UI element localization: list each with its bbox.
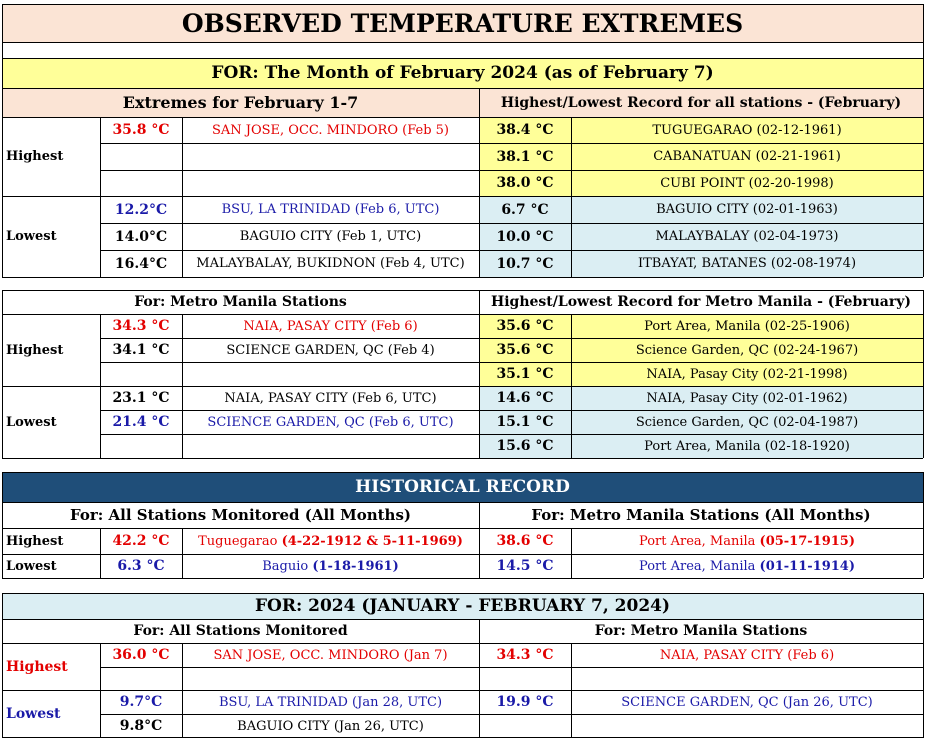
grid-line bbox=[2, 196, 923, 197]
grid-line bbox=[100, 223, 923, 224]
sec1-low-station: MALAYBALAY, BUKIDNON (Feb 4, UTC) bbox=[196, 256, 465, 271]
historical-header: HISTORICAL RECORD bbox=[2, 472, 923, 502]
grid-line bbox=[2, 58, 3, 277]
grid-line bbox=[100, 143, 923, 144]
sec2-high-value: 34.1 °C bbox=[112, 342, 170, 358]
sec1-record-high-station: CUBI POINT (02-20-1998) bbox=[660, 175, 834, 191]
sec1-low-value: 16.4°C bbox=[114, 255, 168, 272]
grid-line bbox=[2, 88, 923, 89]
station-name: Port Area, Manila bbox=[638, 533, 760, 549]
sec1-record-high-station: TUGUEGARAO (02-12-1961) bbox=[652, 122, 842, 138]
sec2-record-high-station: NAIA, Pasay City (02-21-1998) bbox=[646, 366, 848, 382]
historical-highest-label: Highest bbox=[6, 533, 64, 549]
grid-line bbox=[100, 314, 101, 458]
sec2-record-high-station: Port Area, Manila (02-25-1906) bbox=[644, 318, 850, 334]
grid-line bbox=[2, 690, 923, 691]
sec1-record-low-value: 10.0 °C bbox=[496, 228, 554, 245]
sec1-lowest-label: Lowest bbox=[6, 229, 57, 244]
sec1-low-value: 14.0°C bbox=[114, 228, 168, 245]
year-mm-low-station: SCIENCE GARDEN, QC (Jan 26, UTC) bbox=[621, 694, 873, 710]
year-left-header: For: All Stations Monitored bbox=[133, 623, 348, 639]
grid-line bbox=[100, 338, 923, 339]
sec1-record-high-station: CABANATUAN (02-21-1961) bbox=[653, 149, 841, 164]
historical-mm-high-value: 38.6 °C bbox=[496, 533, 554, 549]
station-date: (01-11-1914) bbox=[759, 558, 856, 574]
grid-line bbox=[2, 554, 923, 555]
sec2-high-station: NAIA, PASAY CITY (Feb 6) bbox=[243, 318, 418, 334]
sec1-low-station: BAGUIO CITY (Feb 1, UTC) bbox=[239, 229, 422, 244]
grid-line bbox=[923, 472, 924, 578]
grid-line bbox=[100, 667, 923, 668]
year-all-low-station: BSU, LA TRINIDAD (Jan 28, UTC) bbox=[218, 694, 443, 710]
grid-line bbox=[100, 170, 923, 171]
grid-line bbox=[2, 593, 3, 738]
station-name: Port Area, Manila bbox=[638, 558, 760, 574]
grid-line bbox=[100, 410, 923, 411]
grid-line bbox=[100, 117, 101, 277]
year-all-low-value: 9.7°C bbox=[119, 694, 163, 710]
grid-line bbox=[479, 619, 480, 738]
grid-line bbox=[2, 578, 923, 579]
grid-line bbox=[2, 4, 923, 5]
grid-line bbox=[571, 117, 572, 277]
grid-line bbox=[2, 472, 3, 578]
grid-line bbox=[182, 117, 183, 277]
sec2-record-low-station: NAIA, Pasay City (02-01-1962) bbox=[646, 390, 848, 406]
sec1-record-low-station: MALAYBALAY (02-04-1973) bbox=[655, 229, 839, 244]
station-date: (1-18-1961) bbox=[312, 558, 399, 574]
historical-lowest-label: Lowest bbox=[6, 558, 57, 574]
year-mm-high-value: 34.3 °C bbox=[496, 647, 554, 663]
grid-line bbox=[2, 290, 923, 291]
grid-line bbox=[2, 277, 923, 278]
grid-line bbox=[479, 290, 480, 458]
sec1-low-value: 12.2°C bbox=[114, 201, 168, 218]
grid-line bbox=[100, 528, 101, 578]
year-header: FOR: 2024 (JANUARY - FEBRUARY 7, 2024) bbox=[2, 593, 923, 619]
grid-line bbox=[2, 472, 923, 473]
historical-right-header: For: Metro Manila Stations (All Months) bbox=[531, 506, 871, 524]
grid-line bbox=[2, 4, 3, 58]
grid-line bbox=[923, 58, 924, 277]
sec2-record-high-station: Science Garden, QC (02-24-1967) bbox=[635, 342, 859, 358]
year-all-low-station: BAGUIO CITY (Jan 26, UTC) bbox=[237, 718, 424, 734]
year-all-high-station: SAN JOSE, OCC. MINDORO (Jan 7) bbox=[213, 647, 448, 663]
grid-line bbox=[479, 88, 480, 277]
page-title: OBSERVED TEMPERATURE EXTREMES bbox=[2, 4, 923, 42]
sec1-left-header: Extremes for February 1-7 bbox=[2, 88, 479, 117]
sec2-record-low-value: 15.1 °C bbox=[496, 414, 554, 430]
grid-line bbox=[571, 314, 572, 458]
sec2-record-high-value: 35.6 °C bbox=[496, 318, 554, 334]
grid-line bbox=[2, 42, 923, 43]
grid-line bbox=[923, 290, 924, 458]
station-date: (4-22-1912 & 5-11-1969) bbox=[281, 533, 463, 549]
sec1-record-high-value: 38.1 °C bbox=[496, 148, 554, 165]
sec2-left-header: For: Metro Manila Stations bbox=[134, 294, 347, 310]
sec1-highest-label: Highest bbox=[6, 149, 64, 164]
sec2-record-low-value: 15.6 °C bbox=[496, 438, 554, 454]
sec2-record-low-station: Science Garden, QC (02-04-1987) bbox=[635, 414, 859, 430]
grid-line bbox=[2, 619, 923, 620]
historical-left-header: For: All Stations Monitored (All Months) bbox=[70, 506, 411, 524]
historical-mm-high-station bbox=[571, 528, 923, 554]
grid-line bbox=[2, 502, 923, 503]
sec2-high-station: SCIENCE GARDEN, QC (Feb 4) bbox=[226, 342, 435, 358]
sec1-record-low-station: BAGUIO CITY (02-01-1963) bbox=[656, 202, 838, 217]
grid-line bbox=[2, 593, 923, 594]
sec2-low-station: SCIENCE GARDEN, QC (Feb 6, UTC) bbox=[207, 414, 454, 430]
sec1-record-low-value: 10.7 °C bbox=[496, 255, 554, 272]
sec1-low-station: BSU, LA TRINIDAD (Feb 6, UTC) bbox=[221, 202, 440, 217]
grid-line bbox=[2, 117, 923, 118]
station-name: Baguio bbox=[262, 558, 313, 574]
year-highest-label: Highest bbox=[6, 658, 68, 675]
grid-line bbox=[2, 458, 923, 459]
historical-all-low-value: 6.3 °C bbox=[117, 558, 165, 574]
historical-mm-low-station bbox=[571, 554, 923, 578]
grid-line bbox=[100, 250, 923, 251]
grid-line bbox=[100, 434, 923, 435]
sec1-high-station: SAN JOSE, OCC. MINDORO (Feb 5) bbox=[211, 122, 450, 138]
sec1-record-high-value: 38.0 °C bbox=[496, 175, 554, 191]
sec2-high-value: 34.3 °C bbox=[112, 318, 170, 334]
year-lowest-label: Lowest bbox=[6, 706, 61, 722]
grid-line bbox=[2, 290, 3, 458]
grid-line bbox=[2, 58, 923, 59]
grid-line bbox=[571, 528, 572, 578]
grid-line bbox=[182, 528, 183, 578]
sec2-record-high-value: 35.1 °C bbox=[496, 366, 554, 382]
historical-all-high-station bbox=[182, 528, 479, 554]
sec2-record-high-value: 35.6 °C bbox=[496, 342, 554, 358]
grid-line bbox=[100, 714, 923, 715]
grid-line bbox=[923, 593, 924, 738]
grid-line bbox=[182, 314, 183, 458]
sec1-record-low-station: ITBAYAT, BATANES (02-08-1974) bbox=[637, 256, 857, 271]
sec2-low-value: 23.1 °C bbox=[112, 390, 170, 406]
grid-line bbox=[182, 643, 183, 738]
sec2-lowest-label: Lowest bbox=[6, 414, 57, 430]
historical-mm-low-value: 14.5 °C bbox=[496, 558, 554, 574]
grid-line bbox=[100, 362, 923, 363]
sec1-high-value: 35.8 °C bbox=[112, 122, 170, 138]
station-date: (05-17-1915) bbox=[759, 533, 856, 549]
grid-line bbox=[100, 643, 101, 738]
sec1-right-header: Highest/Lowest Record for all stations - (February) bbox=[479, 88, 923, 117]
historical-all-low-station bbox=[182, 554, 479, 578]
grid-line bbox=[2, 528, 923, 529]
sec2-low-value: 21.4 °C bbox=[112, 414, 170, 430]
sec2-record-low-value: 14.6 °C bbox=[496, 390, 554, 406]
sec2-low-station: NAIA, PASAY CITY (Feb 6, UTC) bbox=[224, 390, 437, 406]
year-mm-low-value: 19.9 °C bbox=[496, 694, 554, 710]
sec2-record-low-station: Port Area, Manila (02-18-1920) bbox=[644, 438, 850, 454]
year-mm-high-station: NAIA, PASAY CITY (Feb 6) bbox=[659, 647, 835, 663]
sec1-record-high-value: 38.4 °C bbox=[496, 122, 554, 138]
station-name: Tuguegarao bbox=[198, 533, 282, 549]
year-all-low-value: 9.8°C bbox=[119, 718, 163, 734]
grid-line bbox=[479, 502, 480, 578]
grid-line bbox=[571, 643, 572, 738]
grid-line bbox=[2, 386, 923, 387]
year-all-high-value: 36.0 °C bbox=[112, 647, 170, 663]
grid-line bbox=[923, 4, 924, 58]
sec2-highest-label: Highest bbox=[6, 342, 64, 358]
sec1-record-low-value: 6.7 °C bbox=[501, 201, 549, 218]
historical-all-high-value: 42.2 °C bbox=[112, 533, 170, 549]
grid-line bbox=[2, 643, 923, 644]
sec2-right-header: Highest/Lowest Record for Metro Manila - (February) bbox=[490, 294, 912, 310]
grid-line bbox=[2, 314, 923, 315]
year-right-header: For: Metro Manila Stations bbox=[594, 623, 808, 639]
month-header: FOR: The Month of February 2024 (as of February 7) bbox=[2, 58, 923, 88]
